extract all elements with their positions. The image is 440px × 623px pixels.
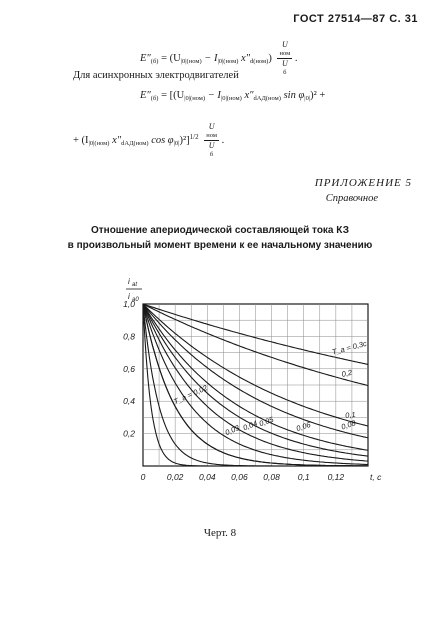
y-tick-label: 0,8 (123, 331, 135, 342)
x-axis-label: t, c (370, 472, 382, 482)
y-tick-label: 1,0 (123, 299, 135, 309)
curve-label: 0,1 (344, 409, 357, 421)
formula-1: $E''_{(б)} = (U_{|0|(ном)} - I_{|0|(ном)}$ $x''_{d(ном)}$) U ном U б . (140, 40, 298, 76)
y-axis-label (126, 277, 142, 303)
intro-text: Для асинхронных электродвигателей (73, 70, 239, 81)
fraction: U ном U б (206, 122, 217, 158)
x-tick-label: 0,12 (327, 472, 345, 482)
svg-text:a0: a0 (132, 297, 139, 303)
x-tick-label: 0,06 (231, 472, 248, 482)
svg-text:i: i (128, 292, 130, 301)
curve-label: 0,06 (295, 420, 312, 434)
curve-label: 0,04 (241, 418, 259, 433)
curve-label: 0,2 (340, 367, 353, 379)
chart-caption-line-2: в произвольный момент времени к ее начальному значению (67, 240, 373, 251)
formula-2: $E''_{(б)} = [(U_{|0|(ном)} - I_{|0|(ном)}$ $x''_{dАД(ном)}$ $\sin \varphi_{|0|})^2$ + (140, 90, 326, 102)
curve-label: T_a = 0,3c (330, 338, 368, 357)
figure-label: Черт. 8 (203, 527, 237, 539)
formula-3: + ($I_{|0|(ном)}$ $x''_{dАД(ном)}$ $\cos \varphi_{|0|})^2]^{1/2}$ U ном U б . (73, 122, 225, 158)
y-tick-label: 0,4 (123, 396, 135, 407)
svg-text:i: i (128, 277, 130, 286)
curve-label: T_a = 0,02 (172, 383, 209, 407)
curve-label: 0,08 (340, 418, 357, 432)
y-tick-label: 0,2 (123, 428, 135, 439)
appendix-reference: Справочное (325, 193, 378, 204)
curve-label: 0,03 (223, 423, 241, 438)
appendix-title: ПРИЛОЖЕНИЕ 5 (314, 177, 412, 189)
x-tick-label: 0 (140, 472, 146, 482)
x-tick-label: 0,08 (263, 472, 280, 482)
chart-caption-line-1: Отношение апериодической составляющей тока КЗ (90, 225, 350, 236)
x-tick-label: 0,1 (297, 472, 310, 482)
fraction: U ном U б (279, 40, 291, 76)
svg-text:at: at (132, 282, 138, 288)
x-tick-label: 0,04 (199, 472, 216, 482)
y-tick-label: 0,6 (123, 363, 135, 374)
x-tick-label: 0,02 (166, 472, 184, 482)
curve-label: 0,05 (257, 414, 275, 429)
page-header: ГОСТ 27514—87 С. 31 (293, 13, 418, 25)
